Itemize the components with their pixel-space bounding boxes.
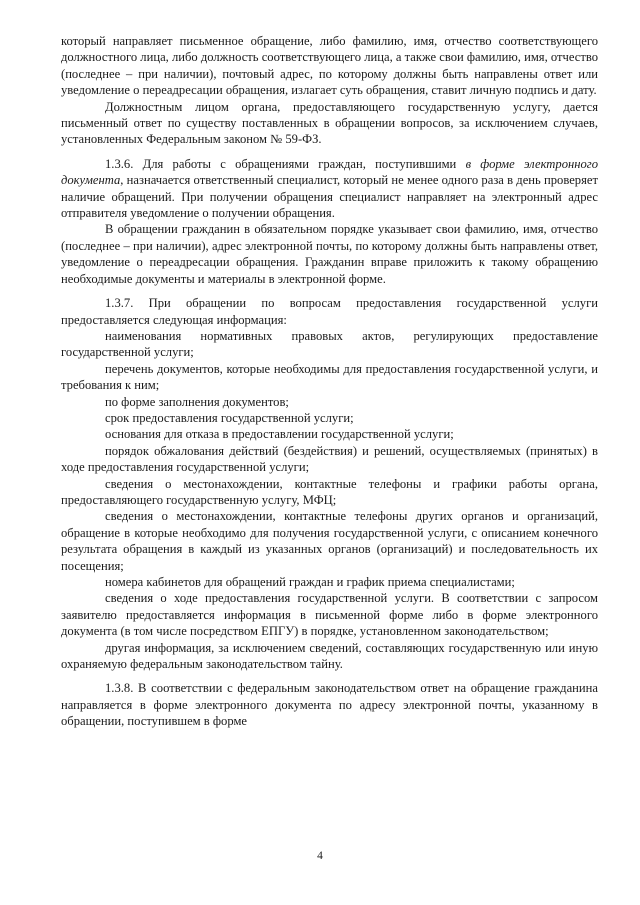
paragraph-text: 1.3.8. В соответствии с федеральным законодательством ответ на обращение гражданина направляется в форме электронного документа по адресу электронной почты, указанному в обращении, поступившем в форме: [61, 681, 598, 729]
paragraph-text: который направляет письменное обращение, либо фамилию, имя, отчество соответствующего должностного лица, либо должность соответствующего лица, а также свои фамилию, имя, отчество (последнее – при наличии), почтовый адрес, по которому должны быть направлены ответ или уведомление о переадресации обращения, излагает суть обращения, ставит личную подпись и дату.: [61, 34, 598, 98]
paragraph-text: сведения о местонахождении, контактные телефоны и графики работы органа, предоставляющего государственную услугу, МФЦ;: [61, 476, 598, 507]
paragraph-text: сведения о местонахождении, контактные телефоны других органов и организаций, обращение в которые необходимо для получения государственной услуги, с описанием конечного результата обращения в каждый из указанных органов (организаций) и последовательность их посещения;: [61, 509, 598, 573]
emphasis-text: в форме электронного документа: [61, 156, 598, 188]
page-number: 4: [317, 850, 323, 862]
paragraph: [61, 574, 598, 590]
paragraph-text: перечень документов, которые необходимы для предоставления государственной услуги, и требования к ним;: [61, 361, 598, 393]
paragraph-text: Должностным лицом органа, предоставляющего государственную услугу, дается письменный ответ по существу поставленных в обращении вопросов, за исключением случаев, установленных Федеральным законом № 59-ФЗ.: [61, 99, 598, 147]
paragraph: [61, 476, 598, 509]
paragraph: [61, 426, 598, 442]
paragraph-text: 1.3.7. При обращении по вопросам предоставления государственной услуги предоставляется следующая информация:: [61, 296, 598, 327]
paragraph: [61, 443, 598, 476]
paragraph: [61, 680, 598, 729]
paragraph-text: номера кабинетов для обращений граждан и график приема специалистами;: [105, 575, 515, 589]
document-body: [61, 33, 598, 730]
paragraph: [61, 221, 598, 287]
paragraph-text: сведения о ходе предоставления государственной услуги. В соответствии с запросом заявителю предоставляется информация в письменной форме либо в форме электронного документа (в том числе посредством ЕПГУ) в порядке, установленном законодательством;: [61, 591, 598, 639]
paragraph-text: по форме заполнения документов;: [105, 394, 289, 409]
paragraph: [61, 328, 598, 361]
paragraph-text: наименования нормативных правовых актов, регулирующих предоставление государственной услуги;: [61, 328, 598, 360]
paragraph-text: 1.3.6. Для работы с обращениями граждан, поступившими: [105, 156, 466, 171]
paragraph-text: В обращении гражданин в обязательном порядке указывает свои фамилию, имя, отчество (последнее – при наличии), адрес электронной почты, по которому должны быть направлены ответ, уведомление о переадресации обращения. Гражданин вправе приложить к такому обращению необходимые документы и материалы в электронной форме.: [61, 222, 598, 286]
paragraph: [61, 295, 598, 328]
paragraph-text: другая информация, за исключением сведений, составляющих государственную или иную охраняемую федеральным законодательством тайну.: [61, 640, 598, 672]
paragraph: [61, 156, 598, 222]
paragraph: [61, 99, 598, 148]
paragraph: [61, 508, 598, 574]
paragraph-text: основания для отказа в предоставлении государственной услуги;: [105, 427, 454, 442]
paragraph: [61, 590, 598, 639]
paragraph-text: , назначается ответственный специалист, который не менее одного раза в день проверяет наличие обращений. При получении обращения специалист направляет на электронный адрес отправителя уведомление о получении обращения.: [61, 173, 598, 221]
paragraph-text: срок предоставления государственной услуги;: [105, 410, 354, 425]
paragraph-text: порядок обжалования действий (бездействия) и решений, осуществляемых (принятых) в ходе предоставления государственной услуги;: [61, 443, 598, 475]
paragraph: [61, 640, 598, 673]
paragraph: [61, 33, 598, 99]
paragraph: [61, 361, 598, 394]
paragraph: [61, 410, 598, 426]
paragraph: [61, 394, 598, 410]
